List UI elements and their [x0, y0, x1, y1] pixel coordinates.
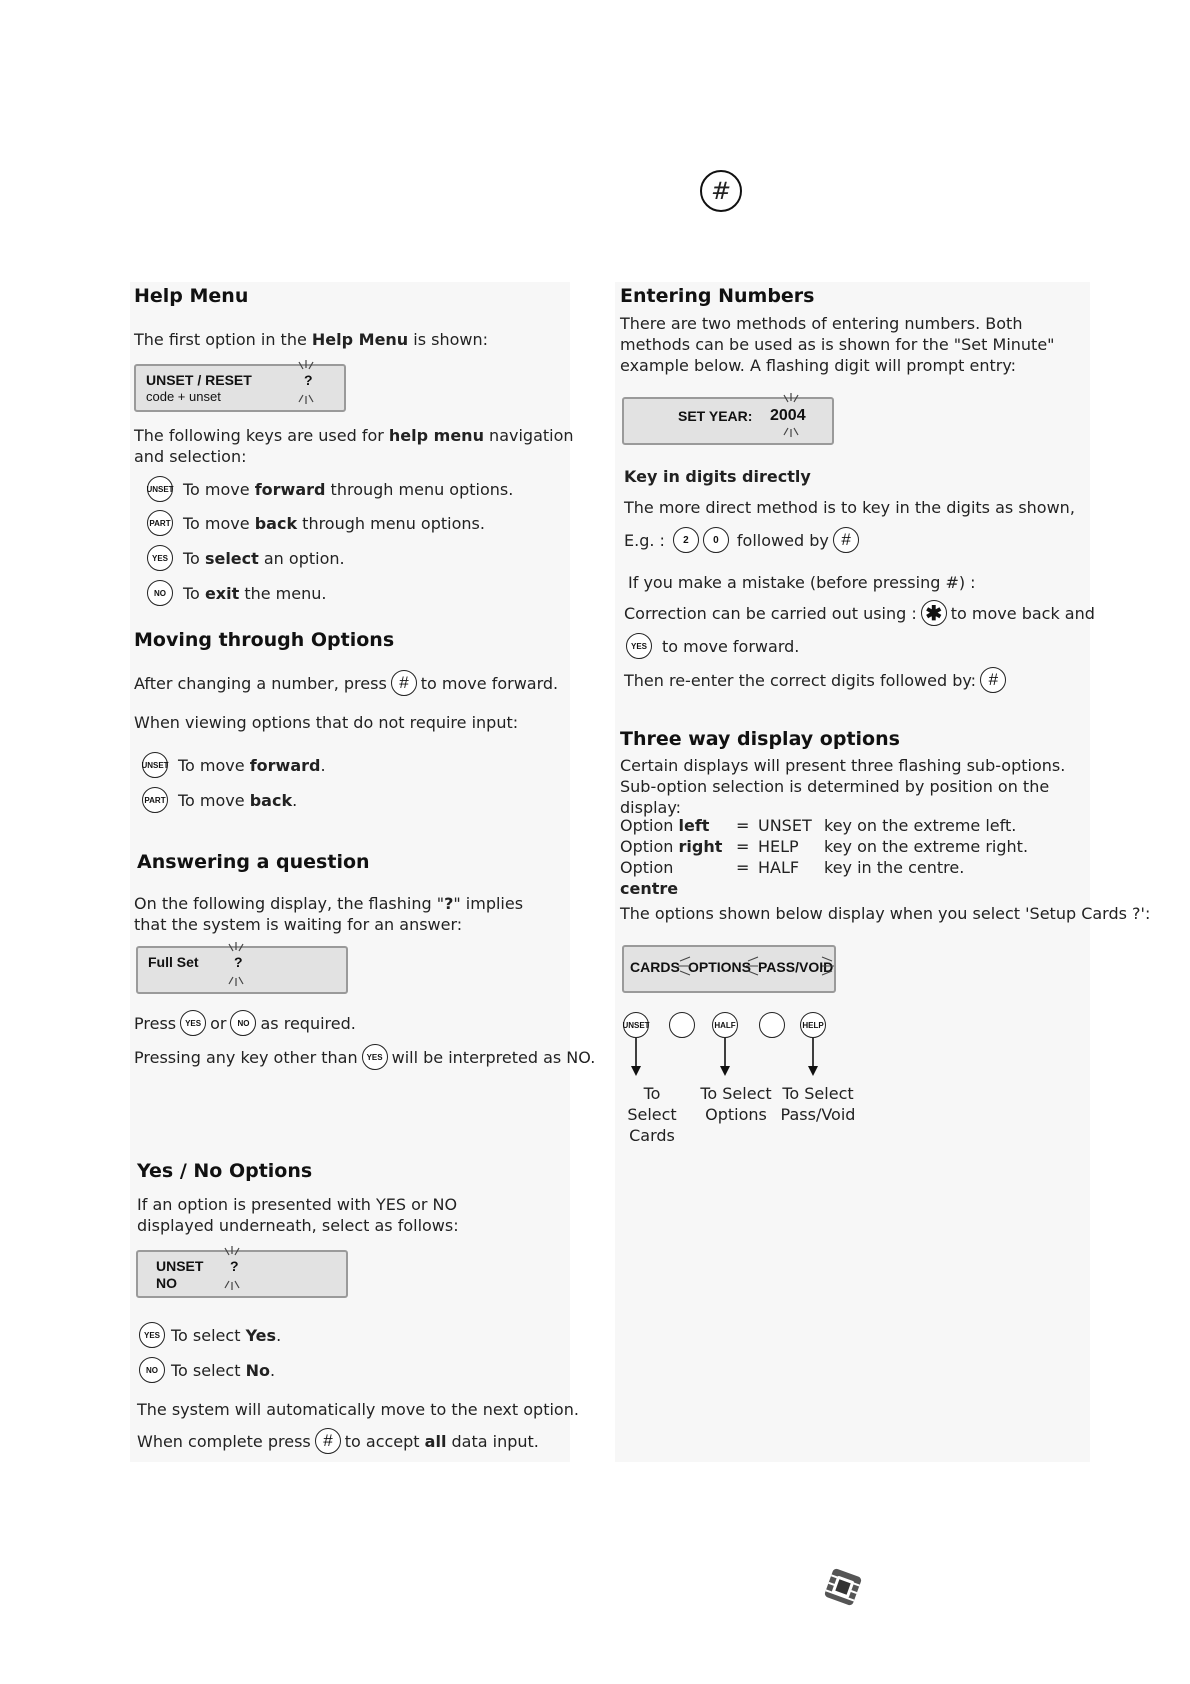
moving-line1-post: to move forward.	[420, 673, 559, 693]
flash-rays-icon	[820, 951, 836, 981]
full-set-line1: Full Set	[148, 954, 199, 970]
option-label: Option left	[620, 816, 710, 835]
no-key-icon[interactable]: NO	[147, 580, 173, 606]
help-item-text: To move forward through menu options.	[183, 479, 514, 499]
yes-key-icon[interactable]: YES	[139, 1322, 165, 1348]
set-year-display	[622, 397, 834, 445]
display-item-options: OPTIONS	[688, 959, 752, 975]
option-eq: =	[736, 816, 750, 835]
option-label: Option centre	[620, 858, 679, 898]
help-item-no	[147, 580, 326, 606]
unset-key-icon[interactable]: UNSET	[623, 1012, 649, 1038]
moving-line1	[134, 670, 558, 696]
target-line2: Pass/Void	[780, 1105, 856, 1124]
entering-sub-title: Key in digits directly	[624, 467, 811, 486]
help-display-line2: code + unset	[146, 389, 221, 404]
three-way-title: Three way display options	[620, 728, 900, 750]
answering-press-line	[134, 1010, 356, 1036]
help-display-flash: ?	[304, 372, 313, 388]
unset-key-icon[interactable]: UNSET	[147, 476, 173, 502]
flash-rays-icon	[217, 1246, 247, 1290]
full-set-display	[136, 946, 348, 994]
part-key-icon[interactable]: PART	[142, 787, 168, 813]
hash-key-icon[interactable]: #	[980, 667, 1006, 693]
option-eq: =	[736, 837, 750, 856]
flash-rays-icon	[676, 951, 692, 981]
setup-cards-text: The options shown below display when you select 'Setup Cards ?':	[620, 904, 1151, 923]
moving-line1-pre: After changing a number, press	[134, 673, 387, 693]
half-key-icon[interactable]: HALF	[712, 1012, 738, 1038]
moving-line2: When viewing options that do not require input:	[134, 713, 519, 732]
target-pass-void	[779, 1083, 857, 1125]
digit-0-key-icon[interactable]: 0	[703, 527, 729, 553]
complete-pre: When complete press	[137, 1431, 311, 1451]
reenter-text: Then re-enter the correct digits followed by:	[624, 670, 977, 690]
yes-key-icon[interactable]: YES	[626, 633, 652, 659]
option-row	[620, 836, 1034, 857]
help-item-text: To move back through menu options.	[183, 513, 485, 533]
help-item-unset	[147, 476, 513, 502]
option-label: Option right	[620, 837, 723, 856]
digit-2-key-icon[interactable]: 2	[673, 527, 699, 553]
blank-key-icon[interactable]	[759, 1012, 785, 1038]
display-item-pass-void: PASS/VOID	[758, 959, 834, 975]
yes-no-flash: ?	[230, 1258, 239, 1274]
moving-title: Moving through Options	[134, 629, 395, 651]
hash-key-icon[interactable]: #	[833, 527, 859, 553]
star-key-icon[interactable]: ✱	[921, 600, 947, 626]
option-desc: key in the centre.	[824, 858, 965, 877]
correction-post: to move back and	[950, 603, 1095, 623]
set-year-value: 2004	[770, 407, 806, 424]
flash-rays-icon	[776, 393, 806, 437]
answering-text: On the following display, the flashing "?" implies that the system is waiting for an answer:	[134, 894, 524, 934]
entering-text: There are two methods of entering numbers. Both methods can be used as is shown for the "Set Minute" example below. A flashing digit will prompt entry:	[620, 314, 1055, 375]
header-hash-icon	[700, 170, 742, 212]
any-post: will be interpreted as NO.	[391, 1047, 596, 1067]
entering-forward-line	[626, 633, 799, 659]
yes-key-icon[interactable]: YES	[362, 1044, 388, 1070]
three-way-text: Certain displays will present three flashing sub-options. Sub-option selection is determined by position on the display:	[620, 756, 1066, 817]
help-menu-title: Help Menu	[134, 285, 249, 307]
full-set-flash: ?	[234, 954, 243, 970]
correction-pre: Correction can be carried out using :	[624, 603, 917, 623]
flash-rays-icon	[221, 942, 251, 986]
yes-no-complete-line	[137, 1428, 539, 1454]
target-line1: To Select	[700, 1084, 772, 1103]
no-key-icon[interactable]: NO	[139, 1357, 165, 1383]
help-menu-display	[134, 364, 346, 412]
entering-title: Entering Numbers	[620, 285, 815, 307]
entering-direct-text: The more direct method is to key in the digits as shown,	[624, 498, 1075, 517]
set-year-label: SET YEAR:	[678, 408, 753, 424]
yes-no-item-yes	[139, 1322, 281, 1348]
yes-no-line2: NO	[156, 1275, 177, 1291]
target-line1: To Select	[627, 1084, 677, 1124]
moving-item-unset	[142, 752, 326, 778]
option-key: HALF	[758, 858, 800, 877]
option-row	[620, 857, 1034, 899]
option-eq: =	[736, 858, 750, 877]
press-pre: Press	[134, 1013, 177, 1033]
any-pre: Pressing any key other than	[134, 1047, 358, 1067]
target-line2: Cards	[629, 1126, 675, 1145]
flash-rays-icon	[291, 360, 321, 404]
option-key: UNSET	[758, 816, 812, 835]
yes-key-icon[interactable]: YES	[180, 1010, 206, 1036]
yes-key-icon[interactable]: YES	[147, 545, 173, 571]
target-line2: Options	[705, 1105, 767, 1124]
unset-key-icon[interactable]: UNSET	[142, 752, 168, 778]
blank-key-icon[interactable]	[669, 1012, 695, 1038]
moving-item-text: To move back.	[178, 790, 298, 810]
entering-correction-line	[624, 600, 1095, 626]
selection-arrows	[620, 1038, 840, 1078]
no-key-icon[interactable]: NO	[230, 1010, 256, 1036]
entering-eg-line	[624, 527, 859, 553]
yes-no-item-text: To select Yes.	[171, 1325, 282, 1345]
yes-no-line1: UNSET	[156, 1258, 204, 1274]
hash-key-icon[interactable]: #	[315, 1428, 341, 1454]
yes-no-item-no	[139, 1357, 275, 1383]
eg-mid: followed by	[736, 530, 829, 550]
press-post: as required.	[260, 1013, 356, 1033]
yes-no-auto-text: The system will automatically move to the next option.	[137, 1400, 579, 1419]
yes-no-text: If an option is presented with YES or NO displayed underneath, select as follows:	[137, 1195, 459, 1235]
display-item-cards: CARDS	[630, 959, 680, 975]
target-line1: To Select	[782, 1084, 854, 1103]
help-menu-intro: The first option in the Help Menu is shown:	[134, 330, 489, 349]
moving-item-part	[142, 787, 297, 813]
help-display-line1: UNSET / RESET	[146, 372, 252, 388]
moving-item-text: To move forward.	[178, 755, 326, 775]
target-cards	[617, 1083, 687, 1146]
entering-mistake-text: If you make a mistake (before pressing #) :	[628, 573, 976, 592]
yes-no-title: Yes / No Options	[137, 1160, 313, 1182]
yes-no-display	[136, 1250, 348, 1298]
press-or: or	[210, 1013, 227, 1033]
option-row	[620, 815, 1034, 836]
help-item-part	[147, 510, 485, 536]
help-item-text: To select an option.	[183, 548, 345, 568]
entering-reenter-line	[624, 667, 1006, 693]
help-item-yes	[147, 545, 345, 571]
target-options	[699, 1083, 773, 1125]
header-hash-label: #	[710, 177, 732, 205]
setup-cards-display	[622, 945, 836, 993]
answering-any-key-line	[134, 1044, 595, 1070]
answering-title: Answering a question	[137, 851, 370, 873]
yes-no-item-text: To select No.	[171, 1360, 276, 1380]
complete-post: to accept all data input.	[344, 1431, 539, 1451]
option-desc: key on the extreme left.	[824, 816, 1017, 835]
part-key-icon[interactable]: PART	[147, 510, 173, 536]
help-menu-keys-text: The following keys are used for help menu navigation and selection:	[134, 426, 574, 466]
help-key-icon[interactable]: HELP	[800, 1012, 826, 1038]
forward-text: to move forward.	[662, 636, 800, 656]
flash-rays-icon	[744, 951, 760, 981]
brand-logo-icon	[822, 1566, 864, 1608]
three-way-options-table	[620, 815, 1034, 899]
help-item-text: To exit the menu.	[183, 583, 327, 603]
hash-key-icon[interactable]: #	[391, 670, 417, 696]
option-desc: key on the extreme right.	[824, 837, 1029, 856]
eg-pre: E.g. :	[624, 530, 665, 550]
option-key: HELP	[758, 837, 799, 856]
